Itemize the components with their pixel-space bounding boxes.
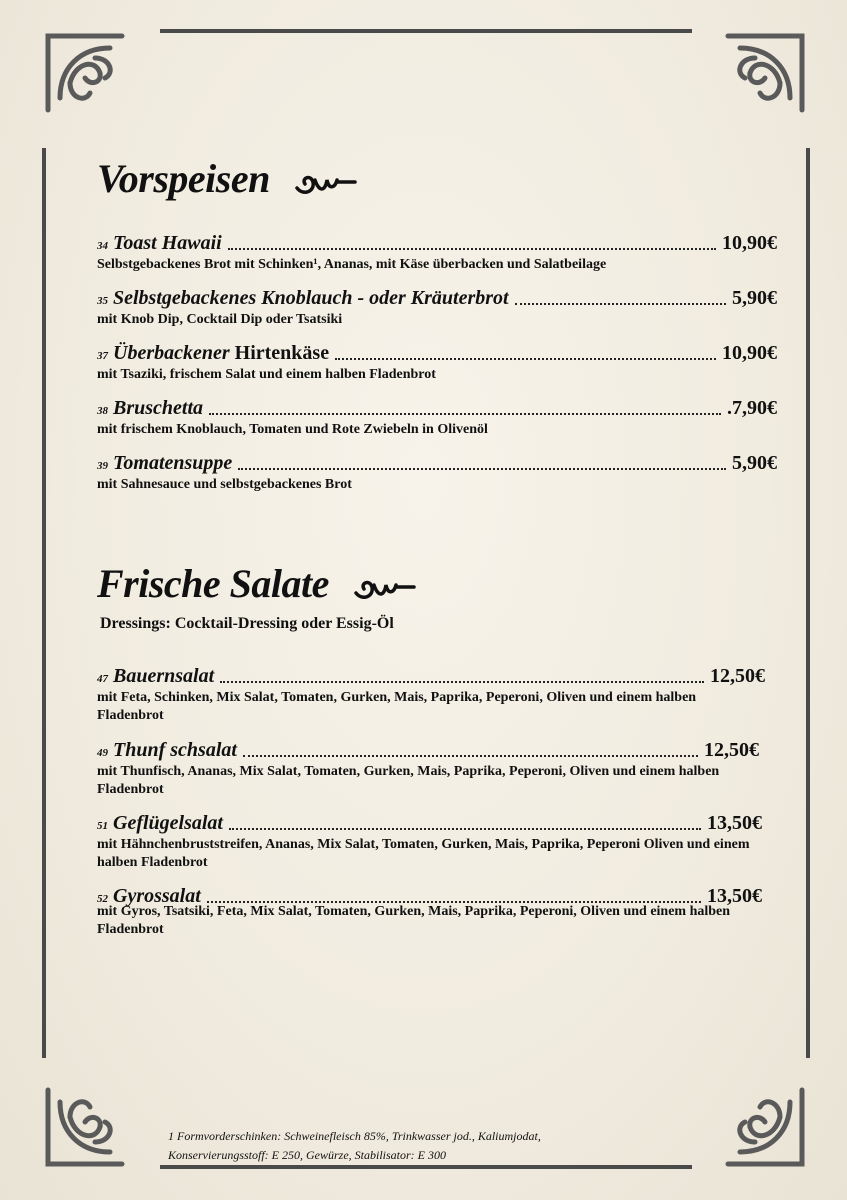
swirl-ornament-icon <box>352 564 418 611</box>
item-description: mit frischem Knoblauch, Tomaten und Rote Zwiebeln in Olivenöl <box>97 422 488 437</box>
item-name: Geflügelsalat <box>113 812 223 834</box>
dot-leader <box>229 828 701 830</box>
frame-top-line <box>160 29 692 33</box>
dot-leader <box>335 358 716 360</box>
frame-bottom-line <box>160 1165 692 1169</box>
item-price: 12,50€ <box>704 739 759 761</box>
item-number: 49 <box>97 747 108 759</box>
item-name <box>113 342 329 365</box>
item-description: mit Sahnesauce und selbstgebackenes Brot <box>97 477 352 492</box>
item-description: mit Gyros, Tsatsiki, Feta, Mix Salat, Tomaten, Gurken, Mais, Paprika, Peperoni, Oliven und einem halben Fladenbrot <box>97 904 731 937</box>
footnote-line-1: 1 Formvorderschinken: Schweinefleisch 85%, Trinkwasser jod., Kaliumjodat, <box>168 1129 541 1143</box>
item-name-italic: Überbackener <box>113 342 230 364</box>
item-number: 38 <box>97 405 108 417</box>
frame-left-line <box>42 148 46 1058</box>
dot-leader <box>228 248 716 250</box>
item-price: 12,50€ <box>710 665 765 687</box>
item-number: 51 <box>97 820 108 832</box>
menu-item-34 <box>97 232 777 274</box>
item-number: 34 <box>97 240 108 252</box>
dot-leader <box>220 681 704 683</box>
item-number: 37 <box>97 350 108 362</box>
menu-item-39 <box>97 452 777 494</box>
item-price: 5,90€ <box>732 287 777 309</box>
menu-item-37 <box>97 342 777 384</box>
swirl-ornament-icon <box>293 159 359 206</box>
section-title-vorspeisen <box>97 155 359 206</box>
corner-ornament-top-left <box>40 28 130 118</box>
item-number: 39 <box>97 460 108 472</box>
section-title-salate <box>97 560 418 611</box>
section-title-text: Vorspeisen <box>97 156 270 201</box>
item-number: 35 <box>97 295 108 307</box>
item-name: Selbstgebackenes Knoblauch - oder Kräuterbrot <box>113 287 509 309</box>
item-name: Gyrossalat <box>113 885 201 907</box>
item-number: 52 <box>97 893 108 905</box>
item-price: 10,90€ <box>722 342 777 364</box>
item-name: Tomatensuppe <box>113 452 233 474</box>
corner-ornament-bottom-left <box>40 1082 130 1172</box>
menu-item-35 <box>97 287 777 329</box>
allergen-footnote <box>168 1127 541 1165</box>
item-description: mit Hähnchenbruststreifen, Ananas, Mix Salat, Tomaten, Gurken, Mais, Paprika, Peperoni Oliven und einem halben Fladenbrot <box>97 837 750 870</box>
item-price: 13,50€ <box>707 812 762 834</box>
item-description: Selbstgebackenes Brot mit Schinken¹, Ananas, mit Käse überbacken und Salatbeilage <box>97 257 607 272</box>
item-name: Thunf schsalat <box>113 739 237 761</box>
menu-item-52 <box>97 885 762 939</box>
menu-item-38 <box>97 397 777 439</box>
item-name: Bauernsalat <box>113 665 215 687</box>
item-name-plain: Hirtenkäse <box>234 342 330 364</box>
dot-leader <box>209 413 721 415</box>
corner-ornament-bottom-right <box>720 1082 810 1172</box>
item-price: 10,90€ <box>722 232 777 254</box>
item-name: Toast Hawaii <box>113 232 222 254</box>
item-name: Bruschetta <box>113 397 204 419</box>
item-description: mit Feta, Schinken, Mix Salat, Tomaten, Gurken, Mais, Paprika, Peperoni, Oliven und einem halben Fladenbrot <box>97 690 697 723</box>
item-price: 5,90€ <box>732 452 777 474</box>
item-description: mit Knob Dip, Cocktail Dip oder Tsatsiki <box>97 312 343 327</box>
dot-leader <box>238 468 726 470</box>
item-price: 13,50€ <box>707 885 762 907</box>
menu-item-49 <box>97 739 759 799</box>
dot-leader <box>515 303 726 305</box>
footnote-line-2: Konservierungsstoff: E 250, Gewürze, Stabilisator: E 300 <box>168 1148 446 1162</box>
menu-item-47 <box>97 665 765 725</box>
menu-item-51 <box>97 812 762 872</box>
item-description: mit Thunfisch, Ananas, Mix Salat, Tomaten, Gurken, Mais, Paprika, Peperoni, Oliven und einem halben Fladenbrot <box>97 764 720 797</box>
item-description: mit Tsaziki, frischem Salat und einem halben Fladenbrot <box>97 367 436 382</box>
dot-leader <box>243 755 698 757</box>
corner-ornament-top-right <box>720 28 810 118</box>
dressings-note: Dressings: Cocktail-Dressing oder Essig-Öl <box>100 615 394 632</box>
frame-right-line <box>806 148 810 1058</box>
section-title-text: Frische Salate <box>97 561 329 606</box>
item-price: .7,90€ <box>727 397 777 419</box>
item-number: 47 <box>97 673 108 685</box>
